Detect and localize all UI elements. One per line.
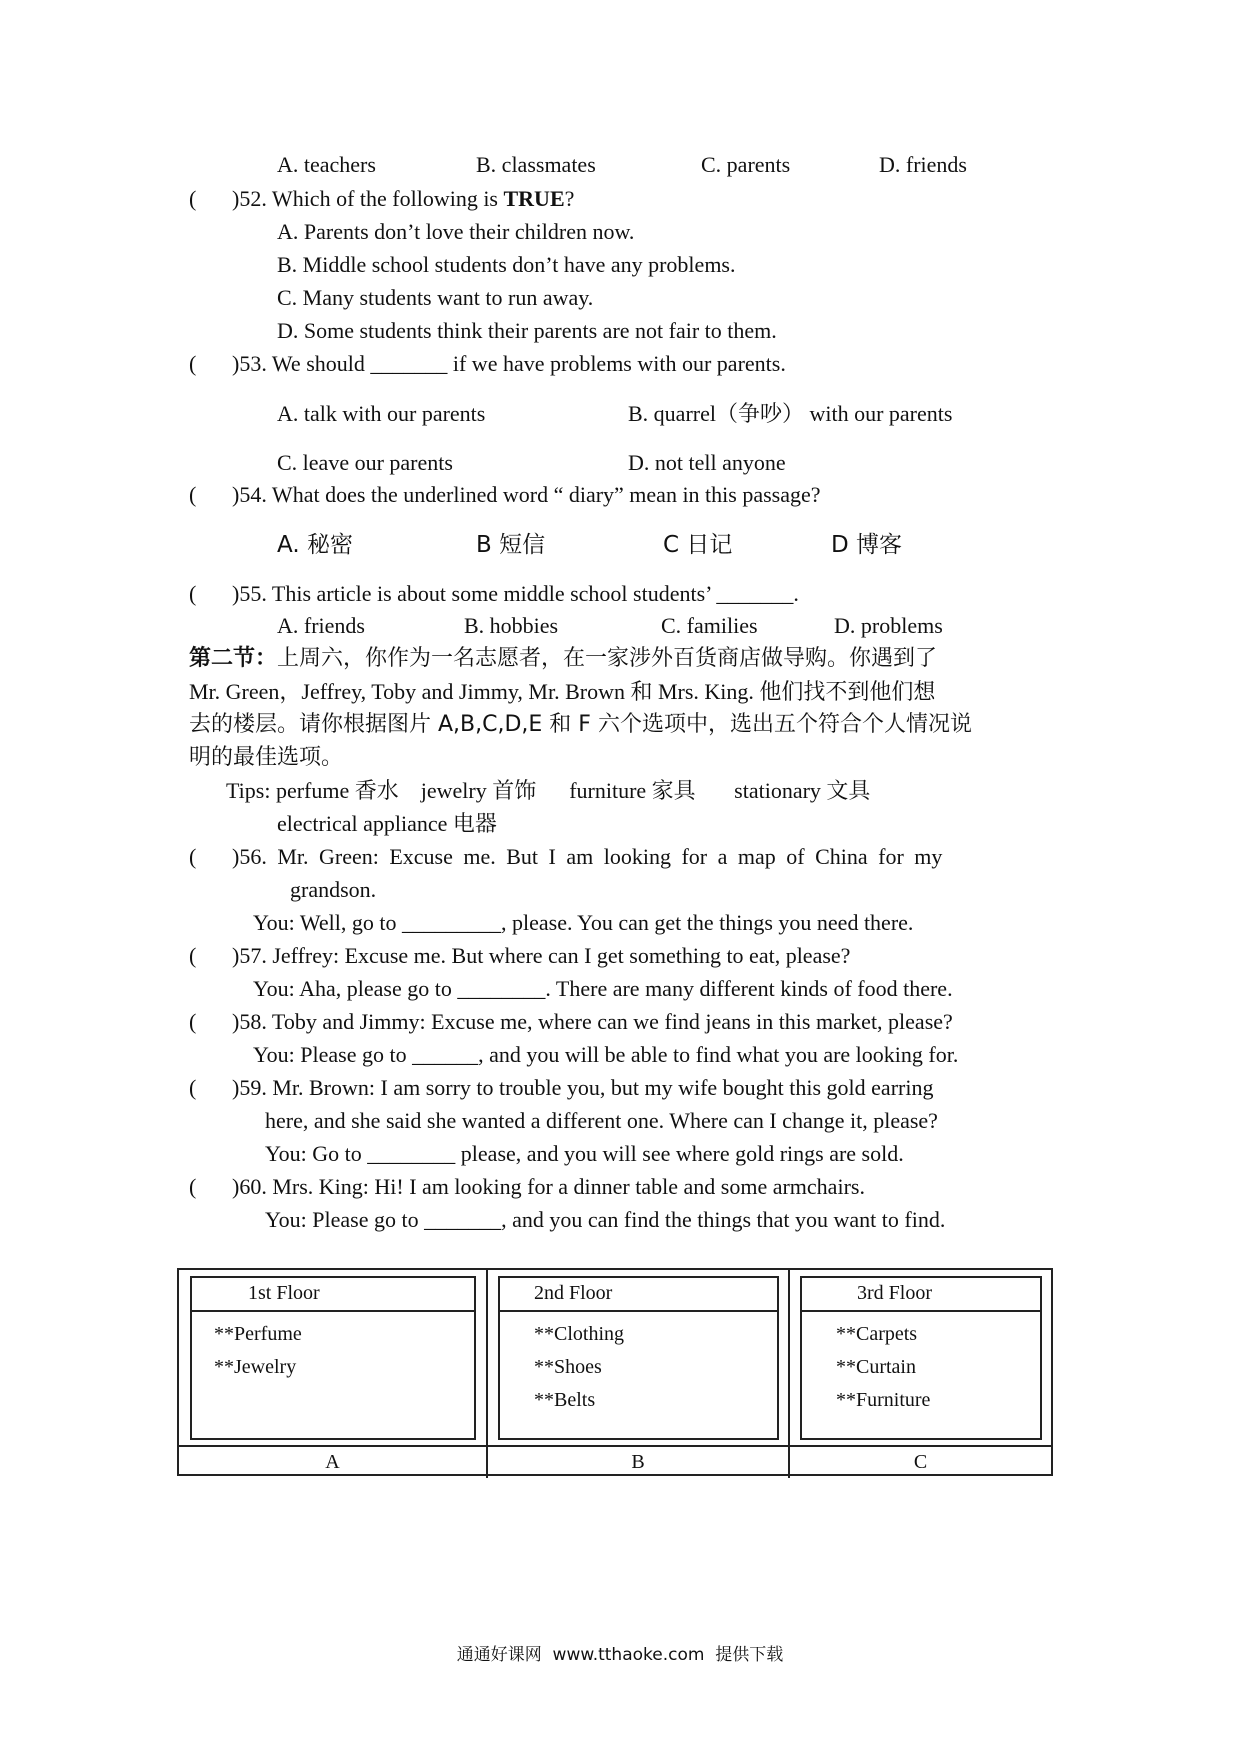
q54-stem: )54. What does the underlined word “ diary” mean in this passage? <box>232 482 821 507</box>
floor-title: 3rd Floor <box>802 1278 1040 1312</box>
q52-option-b: B. Middle school students don’t have any problems. <box>277 252 736 277</box>
q59-answer-line: You: Go to ________ please, and you will see where gold rings are sold. <box>265 1141 904 1166</box>
floor-item: **Clothing <box>534 1323 625 1345</box>
q59-line-1: )59. Mr. Brown: I am sorry to trouble you, but my wife bought this gold earring <box>232 1075 934 1100</box>
answer-paren: ( <box>189 943 197 968</box>
q56-line-2: grandson. <box>290 877 377 902</box>
answer-paren: ( <box>189 581 197 606</box>
q56-line-1: )56. Mr. Green: Excuse me. But I am looking for a map of China for my <box>232 844 943 869</box>
q54-option-c: C 日记 <box>663 532 733 558</box>
floor-item: **Furniture <box>836 1389 931 1411</box>
answer-paren: ( <box>189 482 197 507</box>
floor-cell-c <box>790 1270 1051 1445</box>
q52-option-a: A. Parents don’t love their children now. <box>277 219 635 244</box>
q52-option-d: D. Some students think their parents are not fair to them. <box>277 318 777 343</box>
floor-item: **Belts <box>534 1389 596 1411</box>
floor-title: 1st Floor <box>192 1278 474 1312</box>
intro-line-2: Mr. Green，Jeffrey, Toby and Jimmy, Mr. Brown 和 Mrs. King. 他们找不到他们想 <box>189 679 936 704</box>
floor-cell-a <box>179 1270 488 1445</box>
q51-option-b: B. classmates <box>476 152 596 177</box>
q60-answer-line: You: Please go to _______, and you can find the things that you want to find. <box>265 1207 946 1232</box>
floor-title: 2nd Floor <box>500 1278 777 1312</box>
q51-option-a: A. teachers <box>277 152 376 177</box>
floor-directory-table <box>177 1268 1053 1476</box>
q55-option-b: B. hobbies <box>464 613 559 638</box>
q60-line-1: )60. Mrs. King: Hi! I am looking for a dinner table and some armchairs. <box>232 1174 865 1199</box>
answer-paren: ( <box>189 351 197 376</box>
q52-option-c: C. Many students want to run away. <box>277 285 594 310</box>
answer-paren: ( <box>189 1174 197 1199</box>
q57-line-1: )57. Jeffrey: Excuse me. But where can I get something to eat, please? <box>232 943 851 968</box>
q52-stem-bold: TRUE <box>503 186 565 211</box>
tips-line-1: Tips: perfume 香水 jewelry 首饰 furniture 家具 stationary 文具 <box>226 778 871 803</box>
floor-label-row <box>179 1445 1051 1478</box>
q54-option-a: A. 秘密 <box>277 532 353 558</box>
q52-stem <box>232 185 574 213</box>
answer-paren: ( <box>189 844 197 869</box>
floor-item: **Perfume <box>214 1323 302 1345</box>
q54-option-d: D 博客 <box>831 532 903 558</box>
intro-line-3: 去的楼层。请你根据图片 A,B,C,D,E 和 F 六个选项中，选出五个符合个人情况说 <box>189 712 972 737</box>
floor-label-c: C <box>913 1451 928 1473</box>
answer-paren: ( <box>189 1075 197 1100</box>
floor-item: **Shoes <box>534 1356 602 1378</box>
floor-item: **Curtain <box>836 1356 916 1378</box>
q53-option-c: C. leave our parents <box>277 450 453 475</box>
tips-line-2: electrical appliance 电器 <box>277 811 497 836</box>
floor-label-b: B <box>488 1447 790 1478</box>
q52-stem-prefix: )52. Which of the following is <box>232 186 504 211</box>
q51-option-d: D. friends <box>879 152 967 177</box>
intro-line-1: 上周六，你作为一名志愿者，在一家涉外百货商店做导购。你遇到了 <box>277 646 938 671</box>
q53-stem: )53. We should _______ if we have problems with our parents. <box>232 351 786 376</box>
q53-option-a: A. talk with our parents <box>277 401 486 426</box>
floor-box <box>190 1276 476 1440</box>
q53-option-d: D. not tell anyone <box>628 450 786 475</box>
answer-paren: ( <box>189 1009 197 1034</box>
floor-item: **Carpets <box>836 1323 918 1345</box>
q55-option-a: A. friends <box>277 613 365 638</box>
floor-item: **Jewelry <box>214 1356 297 1378</box>
q52-stem-suffix: ? <box>564 186 575 211</box>
q56-answer-line: You: Well, go to _________, please. You can get the things you need there. <box>253 910 914 935</box>
floor-box <box>498 1276 779 1440</box>
q55-option-d: D. problems <box>834 613 943 638</box>
section-heading: 第二节： <box>189 646 278 671</box>
q54-option-b: B 短信 <box>476 532 546 558</box>
answer-paren: ( <box>189 186 197 211</box>
floor-cell-b <box>488 1270 790 1445</box>
q53-option-b: B. quarrel（争吵） with our parents <box>628 401 953 426</box>
q59-line-2: here, and she said she wanted a different one. Where can I change it, please? <box>265 1108 938 1133</box>
section-2-intro-line-1 <box>189 645 937 673</box>
q55-stem: )55. This article is about some middle school students’ _______. <box>232 581 799 606</box>
page-footer: 通通好课网 www.tthaoke.com 提供下载 <box>456 1645 784 1665</box>
q57-answer-line: You: Aha, please go to ________. There are many different kinds of food there. <box>253 976 953 1001</box>
q51-option-c: C. parents <box>701 152 791 177</box>
intro-line-4: 明的最佳选项。 <box>189 745 344 770</box>
q58-answer-line: You: Please go to ______, and you will be able to find what you are looking for. <box>253 1042 959 1067</box>
q55-option-c: C. families <box>661 613 758 638</box>
floor-box <box>800 1276 1042 1440</box>
floor-label-a: A <box>179 1447 488 1478</box>
q58-line-1: )58. Toby and Jimmy: Excuse me, where can we find jeans in this market, please? <box>232 1009 953 1034</box>
